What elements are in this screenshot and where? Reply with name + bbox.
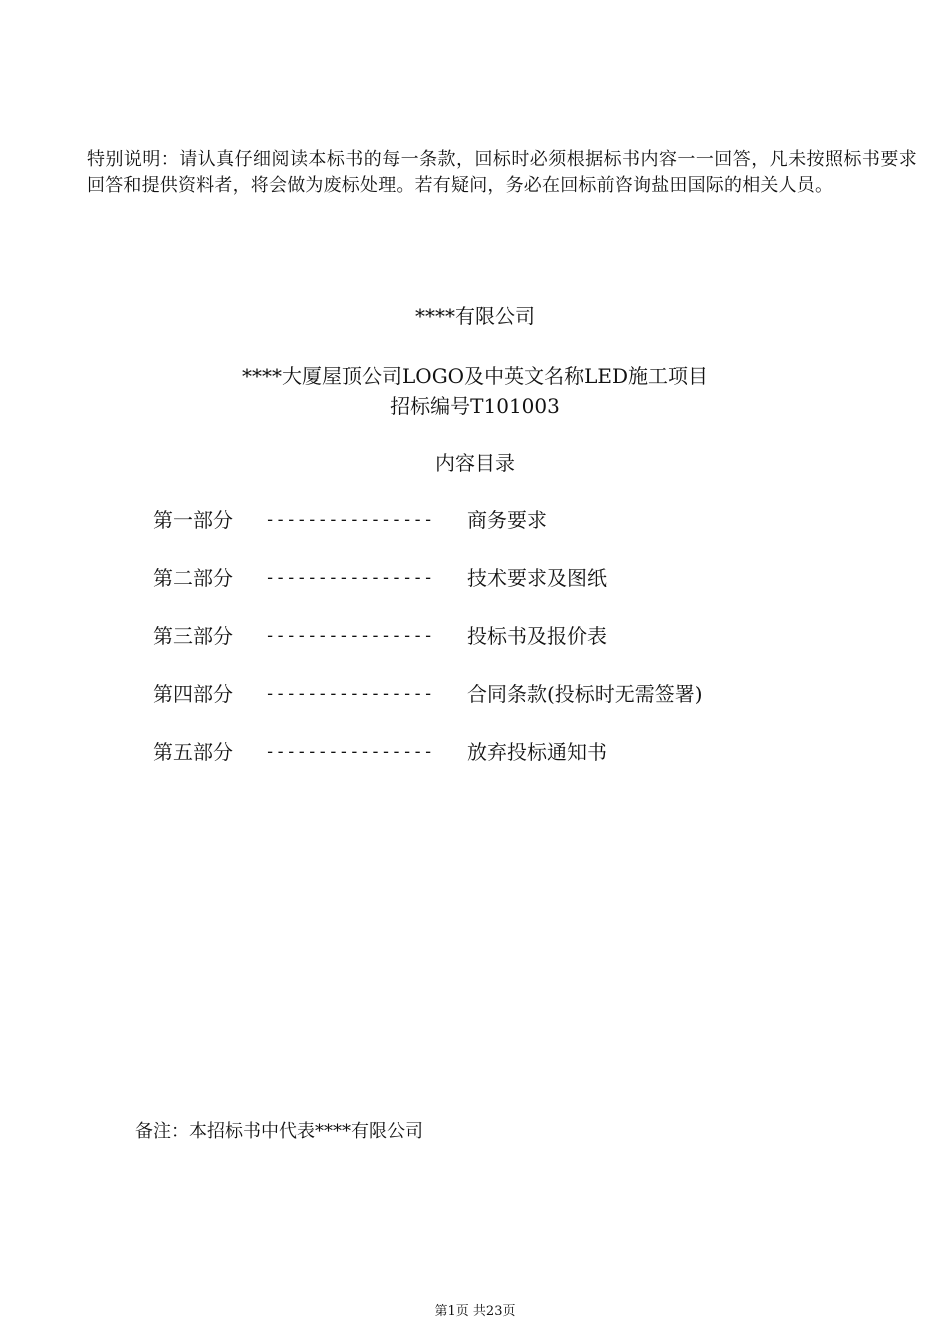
bid-number: 招标编号T101003 xyxy=(390,394,560,418)
toc-row xyxy=(153,505,853,563)
toc-item-title: 合同条款(投标时无需签署) xyxy=(467,682,703,706)
toc-item-title: 技术要求及图纸 xyxy=(467,566,607,590)
toc-part-label: 第四部分 xyxy=(153,682,233,706)
toc-leader-dashes: ---------------- xyxy=(265,684,434,704)
remark-note: 备注：本招标书中代表****有限公司 xyxy=(135,1121,423,1142)
toc-leader-dashes: ---------------- xyxy=(265,510,434,530)
toc-row xyxy=(153,679,853,737)
toc-item-title: 放弃投标通知书 xyxy=(467,740,607,764)
project-title: ****大厦屋顶公司LOGO及中英文名称LED施工项目 xyxy=(242,364,708,388)
special-note: 特别说明：请认真仔细阅读本标书的每一条款，回标时必须根据标书内容一一回答，凡未按照标书要求回答和提供资料者，将会做为废标处理。若有疑问，务必在回标前咨询盐田国际的相关人员。 xyxy=(87,149,917,196)
toc-row xyxy=(153,563,853,621)
toc-item-title: 投标书及报价表 xyxy=(467,624,607,648)
toc-leader-dashes: ---------------- xyxy=(265,626,434,646)
toc-part-label: 第二部分 xyxy=(153,566,233,590)
table-of-contents xyxy=(153,505,853,795)
toc-leader-dashes: ---------------- xyxy=(265,742,434,762)
company-name: ****有限公司 xyxy=(415,304,535,328)
page-number-footer: 第1页 共23页 xyxy=(434,1304,516,1319)
toc-leader-dashes: ---------------- xyxy=(265,568,434,588)
toc-part-label: 第一部分 xyxy=(153,508,233,532)
toc-part-label: 第五部分 xyxy=(153,740,233,764)
toc-item-title: 商务要求 xyxy=(467,508,547,532)
toc-title: 内容目录 xyxy=(435,451,515,475)
toc-row xyxy=(153,737,853,795)
toc-row xyxy=(153,621,853,679)
toc-part-label: 第三部分 xyxy=(153,624,233,648)
